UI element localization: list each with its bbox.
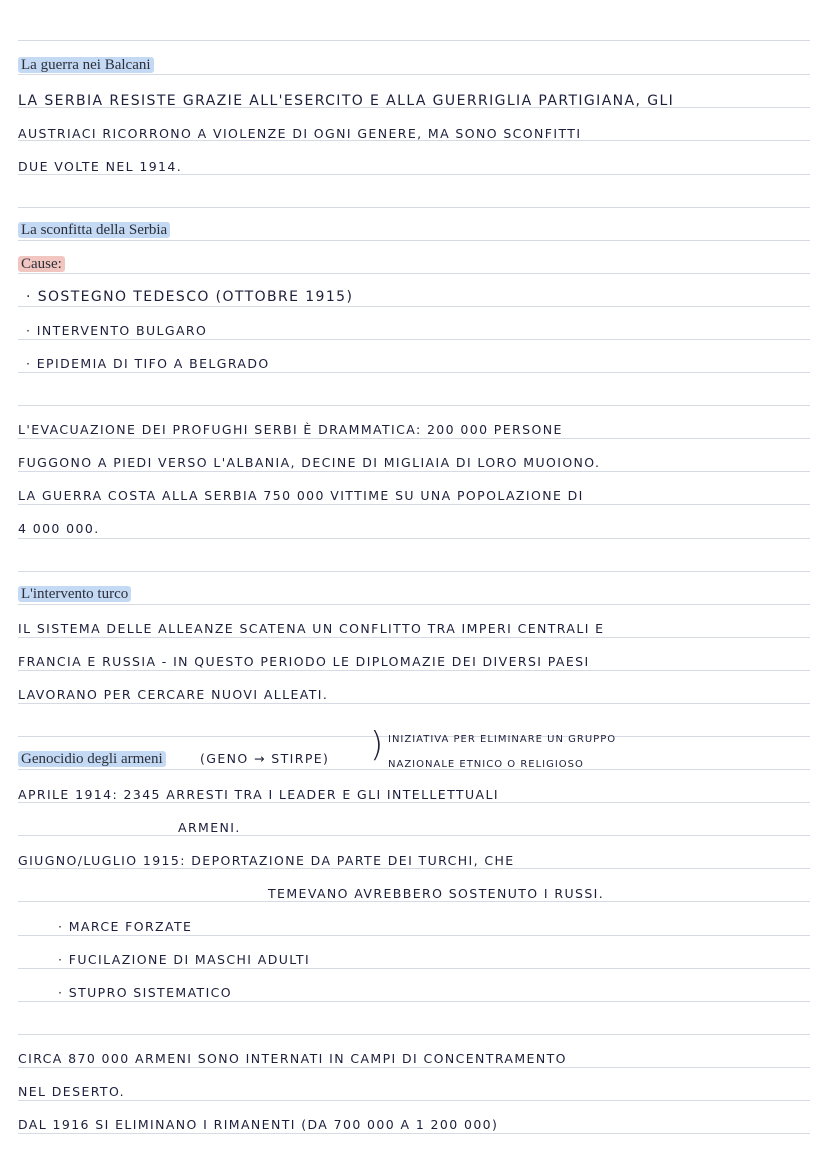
sconfitta-line-2: FUGGONO A PIEDI VERSO L'ALBANIA, DECINE DI MIGLIAIA DI LORO MUOIONO. <box>18 455 601 470</box>
sconfitta-line-3: LA GUERRA COSTA ALLA SERBIA 750 000 VITTIME SU UNA POPOLAZIONE DI <box>18 488 584 503</box>
genocidio-etymology: (GENO → STIRPE) <box>200 751 330 766</box>
closing-line-1: CIRCA 870 000 ARMENI SONO INTERNATI IN CAMPI DI CONCENTRAMENTO <box>18 1051 567 1066</box>
genocidio-bullet-1: · MARCE FORZATE <box>58 919 193 934</box>
turco-line-2: FRANCIA E RUSSIA - IN QUESTO PERIODO LE DIPLOMAZIE DEI DIVERSI PAESI <box>18 654 590 669</box>
closing-line-2: NEL DESERTO. <box>18 1084 126 1099</box>
cause-label: Cause: <box>18 256 65 272</box>
turco-line-1: IL SISTEMA DELLE ALLEANZE SCATENA UN CONFLITTO TRA IMPERI CENTRALI E <box>18 621 605 636</box>
balcani-line-2: AUSTRIACI RICORRONO A VIOLENZE DI OGNI GENERE, MA SONO SCONFITTI <box>18 126 582 141</box>
sconfitta-line-1: L'EVACUAZIONE DEI PROFUGHI SERBI È DRAMMATICA: 200 000 PERSONE <box>18 422 563 437</box>
heading-balcani: La guerra nei Balcani <box>18 57 154 73</box>
cause-item-2: · INTERVENTO BULGARO <box>26 323 208 338</box>
turco-line-3: LAVORANO PER CERCARE NUOVI ALLEATI. <box>18 687 329 702</box>
bracket-mark: ) <box>370 725 384 765</box>
genocidio-line-4: TEMEVANO AVREBBERO SOSTENUTO I RUSSI. <box>268 886 605 901</box>
heading-turco: L'intervento turco <box>18 586 131 602</box>
heading-genocidio: Genocidio degli armeni <box>18 751 166 767</box>
genocidio-line-2: ARMENI. <box>178 820 241 835</box>
genocidio-bullet-3: · STUPRO SISTEMATICO <box>58 985 233 1000</box>
closing-line-3: DAL 1916 SI ELIMINANO I RIMANENTI (DA 700 000 A 1 200 000) <box>18 1117 499 1132</box>
sconfitta-line-4: 4 000 000. <box>18 521 100 536</box>
balcani-line-1: LA SERBIA RESISTE GRAZIE ALL'ESERCITO E ALLA GUERRIGLIA PARTIGIANA, GLI <box>18 93 675 109</box>
cause-item-3: · EPIDEMIA DI TIFO A BELGRADO <box>26 356 270 371</box>
genocidio-line-1: APRILE 1914: 2345 ARRESTI TRA I LEADER E GLI INTELLETTUALI <box>18 787 499 802</box>
genocidio-definition-2: NAZIONALE ETNICO O RELIGIOSO <box>388 759 584 770</box>
balcani-line-3: DUE VOLTE NEL 1914. <box>18 159 183 174</box>
genocidio-definition-1: INIZIATIVA PER ELIMINARE UN GRUPPO <box>388 734 617 745</box>
cause-item-1: · SOSTEGNO TEDESCO (OTTOBRE 1915) <box>26 289 354 305</box>
heading-sconfitta: La sconfitta della Serbia <box>18 222 170 238</box>
genocidio-line-3: GIUGNO/LUGLIO 1915: DEPORTAZIONE DA PARTE DEI TURCHI, CHE <box>18 853 515 868</box>
genocidio-bullet-2: · FUCILAZIONE DI MASCHI ADULTI <box>58 952 311 967</box>
